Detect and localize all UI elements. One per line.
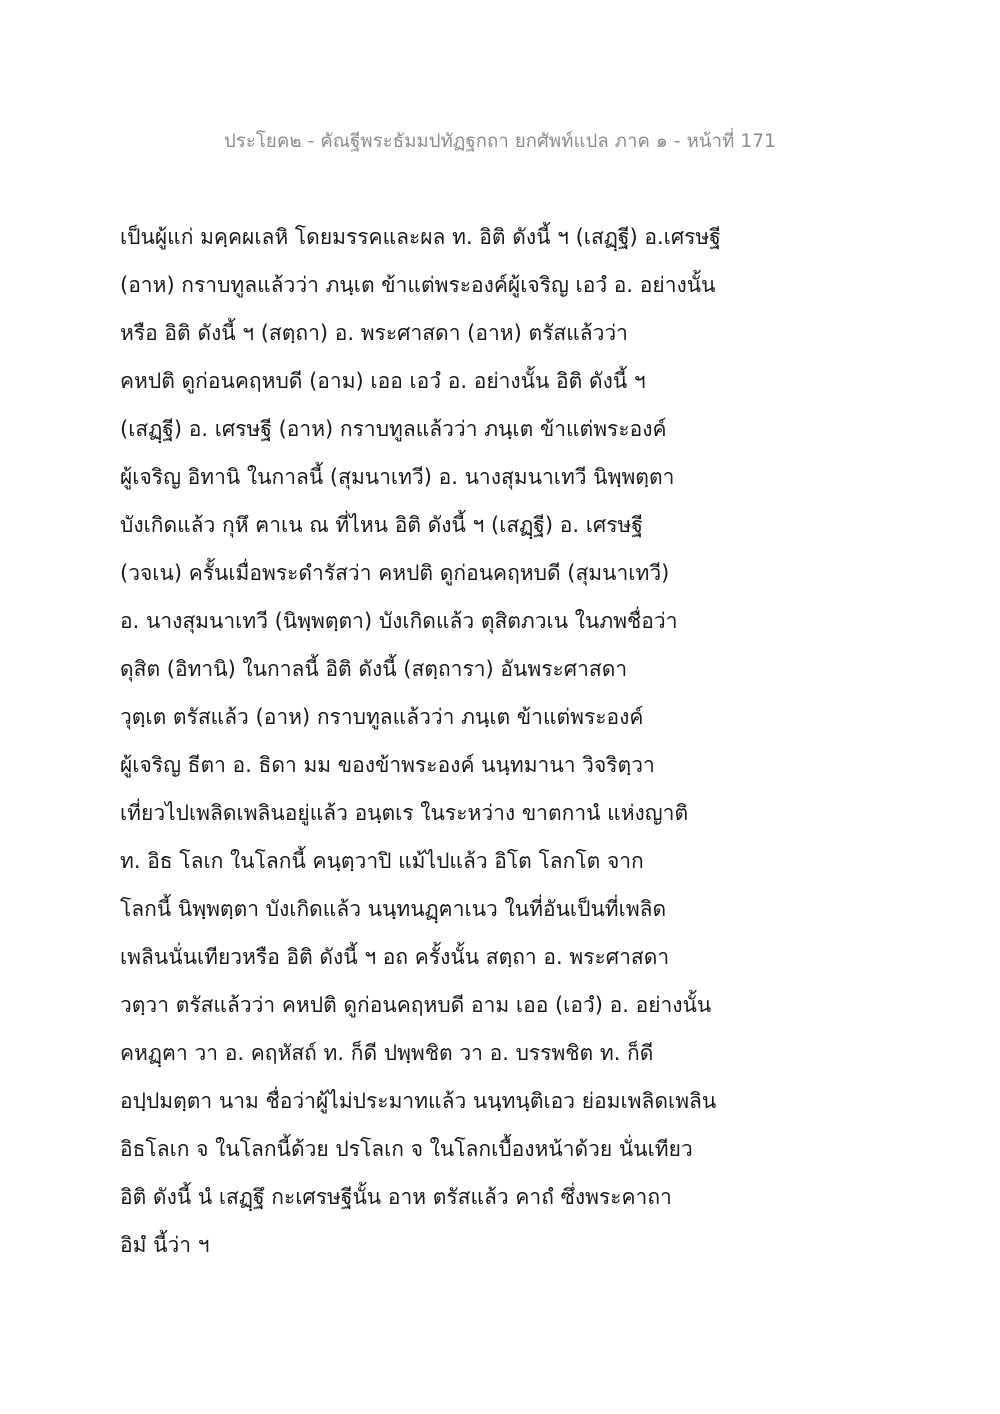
text-line-20: อิธโลเก จ ในโลกนี้ด้วย ปรโลเก จ ในโลกเบื้องหน้าด้วย นั่นเทียว: [120, 1137, 693, 1161]
text-line-2: (อาห) กราบทูลแล้วว่า ภนฺเต ข้าแต่พระองค์ผู้เจริญ เอวํ อ. อย่างนั้น: [120, 273, 716, 297]
text-line-22: อิมํ นี้ว่า ฯ: [120, 1233, 210, 1257]
text-line-18: คหฏฺฅา วา อ. คฤหัสถ์ ท. ก็ดี ปพฺพชิต วา อ. บรรพชิต ท. ก็ดี: [120, 1041, 654, 1065]
text-line-8: (วจเน) ครั้นเมื่อพระดำรัสว่า คหปติ ดูก่อนคฤหบดี (สุมนาเทวี): [120, 561, 670, 585]
text-line-9: อ. นางสุมนาเทวี (นิพฺพตฺตา) บังเกิดแล้ว ตุสิตภวเน ในภพชื่อว่า: [120, 609, 678, 633]
text-line-6: ผู้เจริญ อิทานิ ในกาลนี้ (สุมนาเทวี) อ. นางสุมนาเทวี นิพฺพตฺตา: [120, 465, 675, 489]
text-line-4: คหปติ ดูก่อนคฤหบดี (อาม) เออ เอวํ อ. อย่างนั้น อิติ ดังนี้ ฯ: [120, 369, 646, 393]
text-line-19: อปฺปมตฺตา นาม ชื่อว่าผู้ไม่ประมาทแล้ว นนฺทนฺติเอว ย่อมเพลิดเพลิน: [120, 1089, 717, 1113]
text-line-1: เป็นผู้แก่ มคฺคผเลหิ โดยมรรคและผล ท. อิติ ดังนี้ ฯ (เสฏฺฐี) อ.เศรษฐี: [120, 225, 721, 249]
text-line-5: (เสฏฺฐี) อ. เศรษฐี (อาห) กราบทูลแล้วว่า ภนฺเต ข้าแต่พระองค์: [120, 417, 667, 441]
text-line-11: วุตฺเต ตรัสแล้ว (อาห) กราบทูลแล้วว่า ภนฺเต ข้าแต่พระองค์: [120, 705, 644, 729]
running-header: ประโยค๒ - คัณฐีพระธัมมปทัฏฐกถา ยกศัพท์แปล ภาค ๑ - หน้าที่ 171: [223, 131, 777, 152]
text-line-12: ผู้เจริญ ธีตา อ. ธิดา มม ของข้าพระองค์ นนฺทมานา วิจริตฺวา: [120, 753, 655, 777]
text-line-21: อิติ ดังนี้ นํ เสฏฺฐึ กะเศรษฐีนั้น อาห ตรัสแล้ว คาถํ ซึ่งพระคาถา: [120, 1185, 672, 1209]
text-line-16: เพลินนั่นเทียวหรือ อิติ ดังนี้ ฯ อถ ครั้งนั้น สตฺถา อ. พระศาสดา: [120, 945, 670, 969]
text-line-10: ดุสิต (อิทานิ) ในกาลนี้ อิติ ดังนี้ (สตฺถารา) อันพระศาสดา: [120, 657, 628, 681]
text-line-15: โลกนี้ นิพฺพตฺตา บังเกิดแล้ว นนฺทนฏฺฅาเนว ในที่อันเป็นที่เพลิด: [120, 897, 667, 921]
text-line-14: ท. อิธ โลเก ในโลกนี้ คนฺตฺวาปิ แม้ไปแล้ว อิโต โลกโต จาก: [120, 849, 644, 873]
text-line-13: เที่ยวไปเพลิดเพลินอยู่แล้ว อนฺตเร ในระหว่าง ขาตกานํ แห่งญาติ: [120, 801, 689, 825]
text-line-3: หรือ อิติ ดังนี้ ฯ (สตฺถา) อ. พระศาสดา (อาห) ตรัสแล้วว่า: [120, 321, 628, 345]
text-line-17: วตฺวา ตรัสแล้วว่า คหปติ ดูก่อนคฤหบดี อาม เออ (เอวํ) อ. อย่างนั้น: [120, 993, 712, 1017]
text-line-7: บังเกิดแล้ว กุหึ ฅาเน ณ ที่ไหน อิติ ดังนี้ ฯ (เสฏฺฐี) อ. เศรษฐี: [120, 513, 643, 537]
body-text: [120, 213, 880, 1269]
